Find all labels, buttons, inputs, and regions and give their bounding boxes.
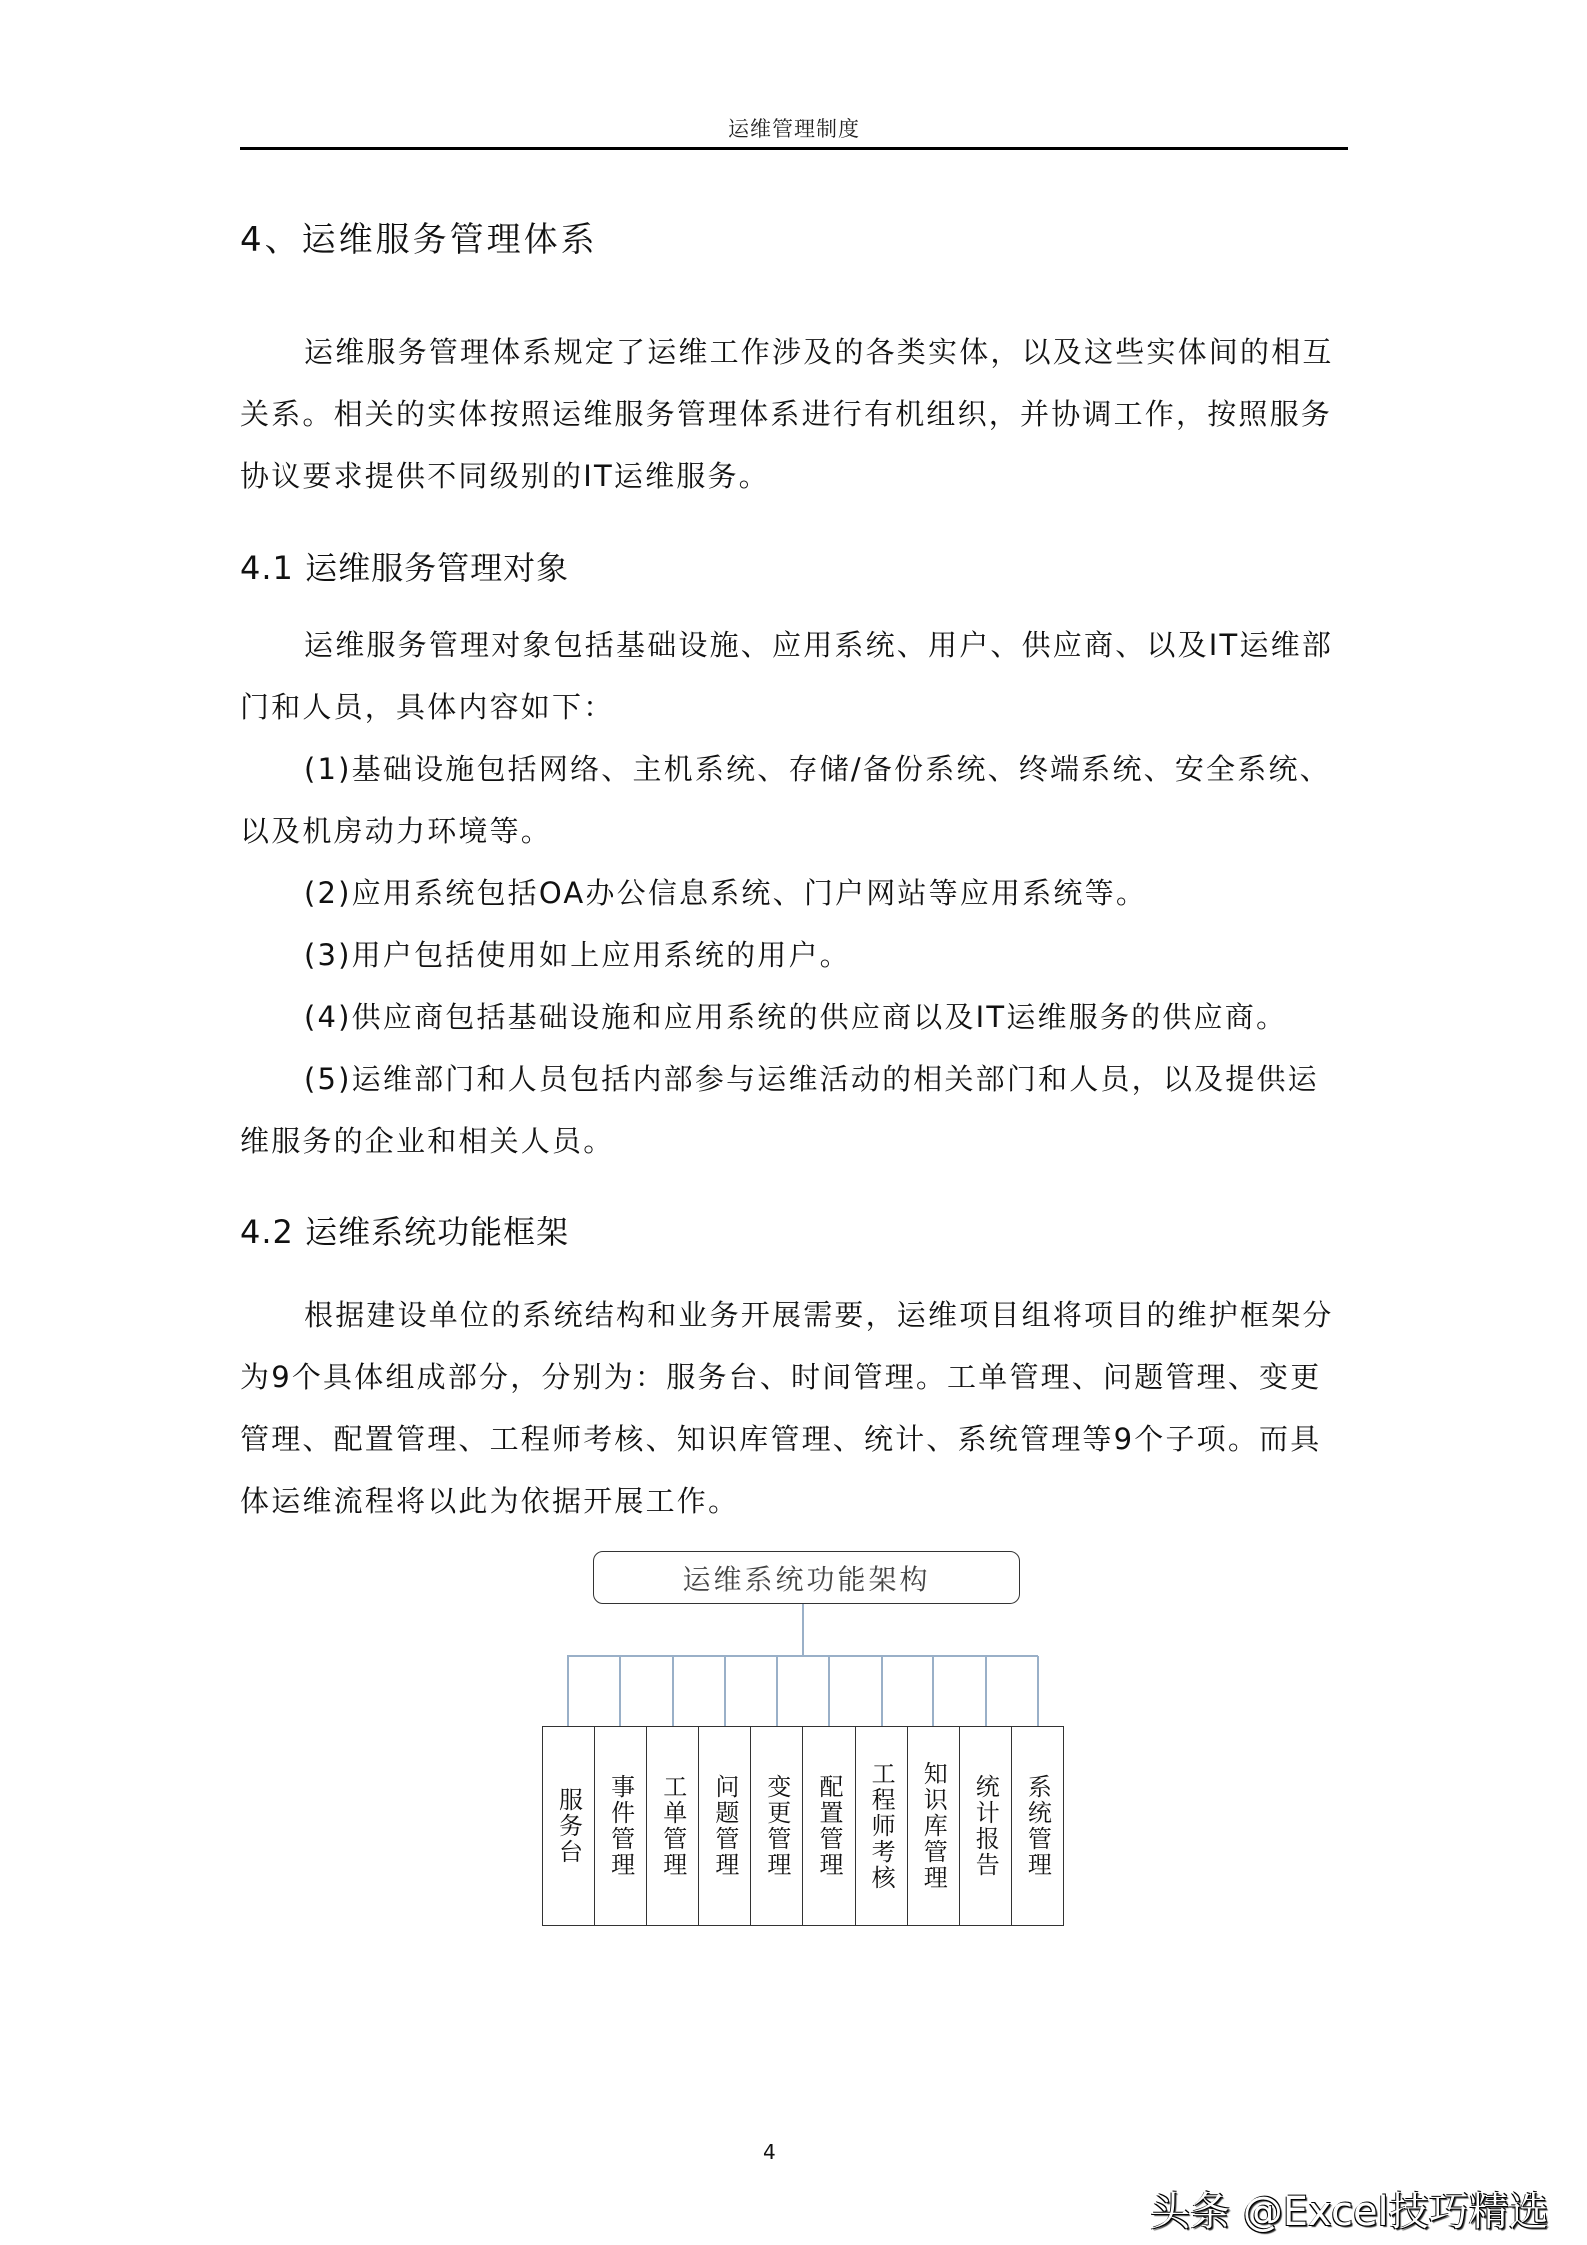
leaf-configuration-management: 配置管理: [803, 1727, 855, 1925]
watermark: 头条 @Excel技巧精选: [1150, 2189, 1549, 2235]
connector-vertical: [802, 1604, 804, 1656]
header-rule: [240, 147, 1348, 150]
list-item-3: (3)用户包括使用如上应用系统的用户。: [304, 938, 851, 972]
paragraph-line: 根据建设单位的系统结构和业务开展需要，运维项目组将项目的维护框架分: [304, 1298, 1334, 1332]
section-heading-4-1: 4.1 运维服务管理对象: [240, 549, 570, 587]
connector-drop: [932, 1656, 934, 1726]
diagram-leaf-row: [542, 1726, 1064, 1926]
leaf-ticket-management: 工单管理: [647, 1727, 699, 1925]
paragraph-line: 关系。相关的实体按照运维服务管理体系进行有机组织，并协调工作，按照服务: [240, 397, 1333, 431]
leaf-change-management: 变更管理: [751, 1727, 803, 1925]
section-4-1-body: [240, 614, 1348, 1172]
section-heading-4-2: 4.2 运维系统功能框架: [240, 1213, 570, 1251]
diagram-root-node: 运维系统功能架构: [593, 1551, 1020, 1604]
list-item-2: (2)应用系统包括OA办公信息系统、门户网站等应用系统等。: [304, 876, 1148, 910]
section-4-paragraph: [240, 321, 1348, 507]
list-item-4: (4)供应商包括基础设施和应用系统的供应商以及IT运维服务的供应商。: [304, 1000, 1288, 1034]
section-heading-4: 4、运维服务管理体系: [240, 220, 598, 260]
connector-drop: [1037, 1656, 1039, 1726]
leaf-problem-management: 问题管理: [699, 1727, 751, 1925]
leaf-knowledge-base: 知识库管理: [908, 1727, 960, 1925]
list-item-1: (1)基础设施包括网络、主机系统、存储/备份系统、终端系统、安全系统、: [304, 752, 1331, 786]
connector-drop: [724, 1656, 726, 1726]
list-item-5-cont: 维服务的企业和相关人员。: [240, 1124, 615, 1158]
connector-drop: [828, 1656, 830, 1726]
list-item-5: (5)运维部门和人员包括内部参与运维活动的相关部门和人员，以及提供运: [304, 1062, 1319, 1096]
paragraph-line: 管理、配置管理、工程师考核、知识库管理、统计、系统管理等9个子项。而具: [240, 1422, 1322, 1456]
connector-drop: [619, 1656, 621, 1726]
connector-drop: [672, 1656, 674, 1726]
leaf-incident-management: 事件管理: [595, 1727, 647, 1925]
section-4-2-paragraph: [240, 1284, 1348, 1532]
paragraph-line: 协议要求提供不同级别的IT运维服务。: [240, 459, 770, 493]
paragraph-line: 门和人员，具体内容如下：: [240, 690, 615, 724]
connector-drop: [776, 1656, 778, 1726]
connector-drop: [985, 1656, 987, 1726]
page-number: 4: [763, 2140, 776, 2164]
paragraph-line: 运维服务管理对象包括基础设施、应用系统、用户、供应商、以及IT运维部: [304, 628, 1334, 662]
connector-drop: [881, 1656, 883, 1726]
paragraph-line: 运维服务管理体系规定了运维工作涉及的各类实体，以及这些实体间的相互: [304, 335, 1334, 369]
paragraph-line: 为9个具体组成部分，分别为：服务台、时间管理。工单管理、问题管理、变更: [240, 1360, 1322, 1394]
connector-horizontal: [567, 1655, 1038, 1657]
running-header: 运维管理制度: [728, 117, 860, 141]
connector-drop: [567, 1656, 569, 1726]
paragraph-line: 体运维流程将以此为依据开展工作。: [240, 1484, 740, 1518]
leaf-statistics-report: 统计报告: [960, 1727, 1012, 1925]
leaf-system-management: 系统管理: [1012, 1727, 1064, 1925]
leaf-engineer-assessment: 工程师考核: [856, 1727, 908, 1925]
list-item-1-cont: 以及机房动力环境等。: [240, 814, 553, 848]
leaf-service-desk: 服务台: [543, 1727, 595, 1925]
